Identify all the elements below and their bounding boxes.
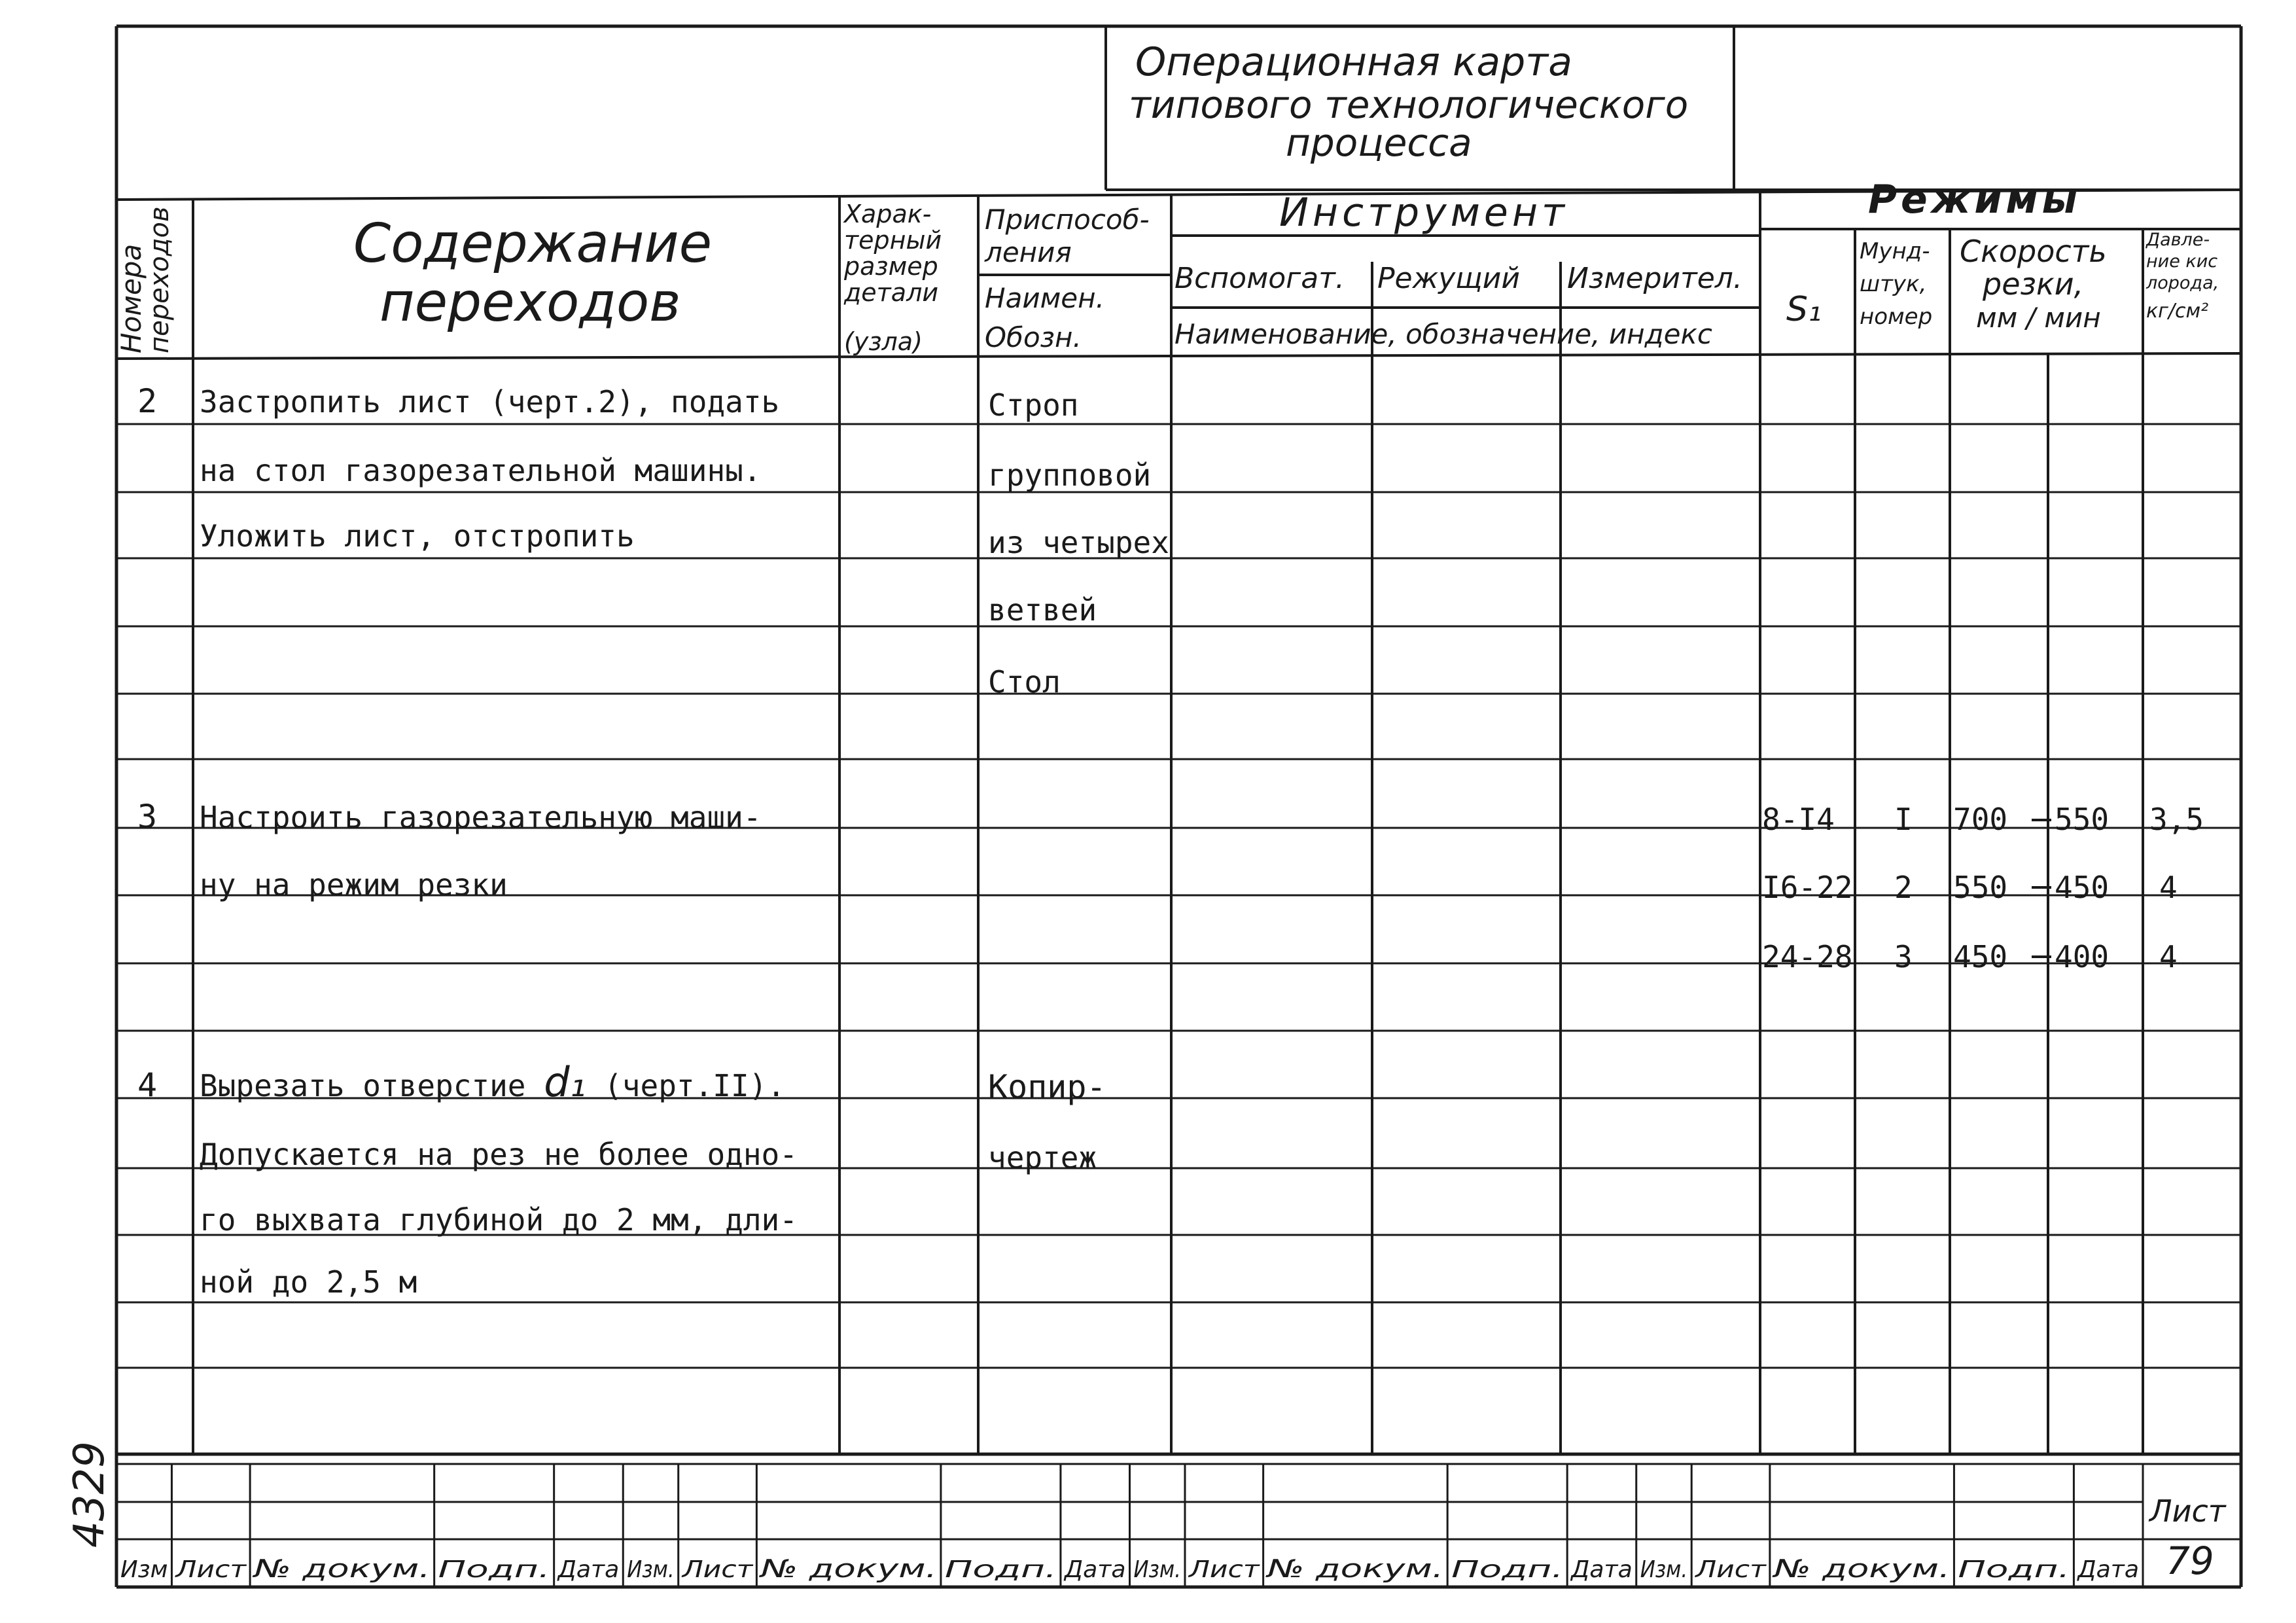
- sheet-label: Лист: [2149, 1493, 2226, 1529]
- title-block-label: Изм: [120, 1556, 168, 1583]
- title-block-label: № докум.: [1265, 1554, 1444, 1583]
- row-fixture: Копир-: [988, 1068, 1106, 1106]
- title-block-label: № докум.: [758, 1554, 937, 1583]
- row-s1: I6-22: [1762, 870, 1853, 905]
- title-block-label: Лист: [1693, 1556, 1767, 1583]
- row-content-symbol: d₁: [544, 1058, 586, 1106]
- modes-speed-header-line1: Скорость: [1960, 234, 2107, 269]
- card-title-line2: типового технологического: [1129, 82, 1689, 127]
- row-s1: 24-28: [1762, 939, 1853, 974]
- card-title-line3: процесса: [1286, 120, 1472, 165]
- row-speed-from: 550: [1953, 870, 2008, 905]
- row-content: Застропить лист (черт.2), подать: [200, 384, 780, 419]
- row-content: Допускается на рез не более одно-: [200, 1137, 798, 1172]
- row-nozzle: 2: [1894, 870, 1913, 905]
- row-speed-to: 550: [2055, 802, 2110, 837]
- side-document-number: 4329: [65, 1441, 114, 1548]
- modes-speed-header-line3: мм / мин: [1976, 302, 2101, 334]
- row-fixture: чертеж: [988, 1140, 1097, 1175]
- modes-speed-header-line2: резки,: [1983, 266, 2084, 302]
- sheet-number: 79: [2166, 1539, 2214, 1583]
- row-speed-from: 450: [1953, 939, 2008, 974]
- modes-pressure-header-line3: лорода,: [2146, 273, 2219, 293]
- row-content-end: (черт.II).: [586, 1068, 786, 1103]
- title-block-label: Подп.: [1451, 1556, 1564, 1583]
- title-block-label: № докум.: [1771, 1554, 1951, 1583]
- row-content: ной до 2,5 м: [200, 1264, 417, 1300]
- tool-measuring-header: Измерител.: [1567, 262, 1742, 295]
- number-header-line2: переходов: [145, 206, 175, 353]
- row-pressure: 4: [2159, 939, 2178, 974]
- row-speed-to: 400: [2055, 939, 2110, 974]
- row-fixture: групповой: [988, 457, 1152, 493]
- fixtures-name-header-line2: Обозн.: [985, 321, 1082, 353]
- row-speed-to: 450: [2055, 870, 2110, 905]
- fixtures-header-line2: ления: [985, 236, 1072, 268]
- modes-nozzle-header-line2: штук,: [1860, 271, 1927, 297]
- fixtures-header-line1: Приспособ-: [985, 204, 1150, 236]
- char-size-header-line5: (узла): [844, 327, 923, 356]
- tool-name-index-header: Наименование, обозначение, индекс: [1174, 318, 1712, 350]
- title-block-label: Лист: [1187, 1556, 1260, 1583]
- row-content: на стол газорезательной машины.: [200, 453, 762, 488]
- title-block-label: Изм.: [1133, 1556, 1181, 1583]
- tool-group-header: Инструмент: [1279, 190, 1569, 236]
- title-block-label: Подп.: [438, 1556, 550, 1583]
- title-block-label: Дата: [2076, 1556, 2139, 1583]
- row-content: го выхвата глубиной до 2 мм, дли-: [200, 1202, 798, 1238]
- row-fixture: ветвей: [988, 592, 1097, 628]
- row-speed-from: 700: [1953, 802, 2008, 837]
- row-pressure: 4: [2159, 870, 2178, 905]
- char-size-header-line4: детали: [844, 278, 939, 307]
- title-block-label: Изм.: [627, 1556, 675, 1583]
- content-header-line2: переходов: [380, 272, 681, 334]
- char-size-header-line1: Харак-: [844, 200, 932, 228]
- row-fixture: Строп: [988, 387, 1079, 423]
- row-nozzle: 3: [1894, 939, 1913, 974]
- modes-pressure-header-line1: Давле-: [2146, 230, 2210, 250]
- modes-nozzle-header-line3: номер: [1860, 304, 1933, 330]
- row-content: Уложить лист, отстропить: [200, 518, 635, 554]
- modes-nozzle-header-line1: Мунд-: [1860, 238, 1930, 264]
- row-number: 4: [137, 1066, 158, 1104]
- modes-pressure-header-line4: кг/см²: [2146, 300, 2209, 323]
- fixtures-name-header-line1: Наимен.: [985, 282, 1104, 314]
- number-header-line1: Номера: [115, 243, 147, 353]
- char-size-header-line3: размер: [844, 252, 938, 281]
- title-block-label: Лист: [174, 1556, 247, 1583]
- tool-aux-header: Вспомогат.: [1174, 262, 1345, 295]
- char-size-header-line2: терный: [844, 226, 942, 255]
- modes-pressure-header-line2: ние кис: [2146, 251, 2218, 272]
- row-number: 3: [137, 798, 158, 836]
- row-fixture: Стол: [988, 664, 1061, 700]
- row-content: Настроить газорезательную маши-: [200, 800, 762, 835]
- row-pressure: 3,5: [2149, 802, 2204, 837]
- row-content-start: Вырезать отверстие: [200, 1068, 544, 1103]
- title-block-label: № докум.: [252, 1554, 431, 1583]
- title-block-label: Подп.: [1958, 1556, 2070, 1583]
- title-block-label: Дата: [1570, 1556, 1633, 1583]
- row-content: ну на режим резки: [200, 867, 508, 902]
- title-block-label: Изм.: [1640, 1556, 1688, 1583]
- card-title-line1: Операционная карта: [1135, 39, 1572, 85]
- title-block-label: Лист: [680, 1556, 754, 1583]
- modes-group-header: Режимы: [1868, 177, 2081, 223]
- tool-cutting-header: Режущий: [1377, 262, 1520, 295]
- title-block-label: Дата: [1063, 1556, 1126, 1583]
- title-block-label: Дата: [556, 1556, 620, 1583]
- modes-s1-header: S₁: [1786, 290, 1822, 329]
- title-block-label: Подп.: [944, 1556, 1057, 1583]
- row-number: 2: [137, 382, 158, 420]
- row-s1: 8-I4: [1762, 802, 1835, 837]
- row-nozzle: I: [1894, 802, 1913, 837]
- row-fixture: из четырех: [988, 525, 1169, 560]
- content-header-line1: Содержание: [353, 213, 713, 275]
